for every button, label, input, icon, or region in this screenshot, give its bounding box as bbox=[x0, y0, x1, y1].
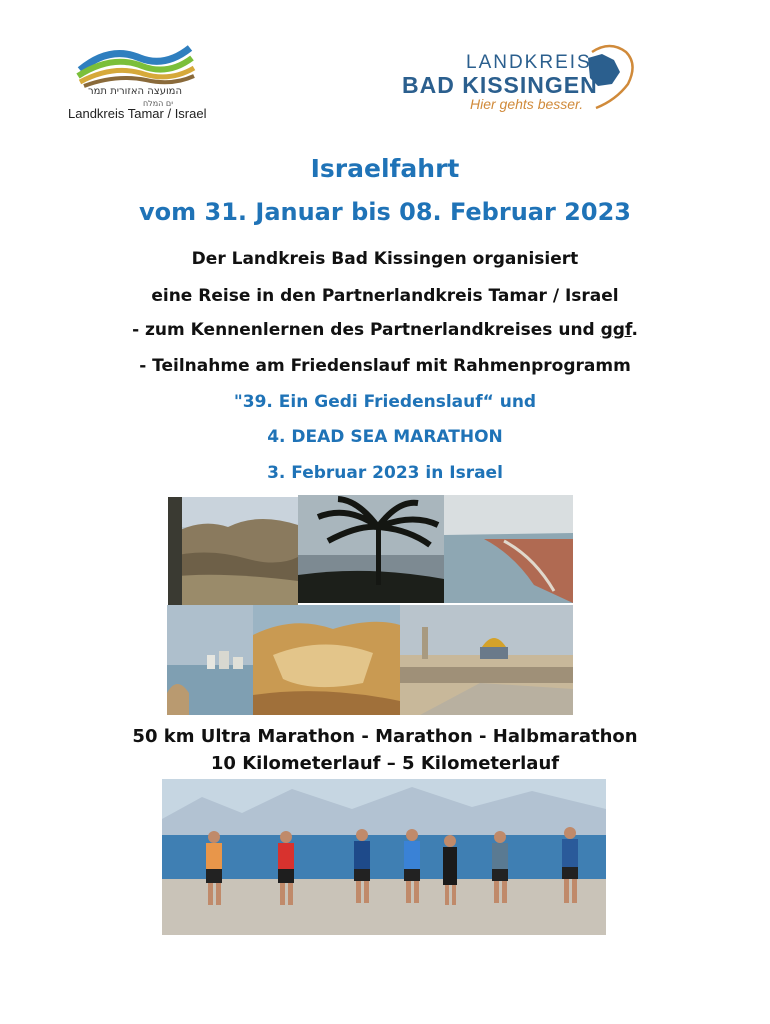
event-name-line: "39. Ein Gedi Friedenslauf“ und bbox=[233, 392, 537, 412]
photo-masada-plateau bbox=[253, 605, 400, 715]
photo-palm-sunset bbox=[298, 495, 444, 603]
photo-runners-beach bbox=[162, 779, 606, 935]
race-distances-line-1: 50 km Ultra Marathon - Marathon - Halbmarathon bbox=[132, 726, 638, 747]
photo-desert-hills bbox=[168, 497, 298, 605]
date-range-subtitle: vom 31. Januar bis 08. Februar 2023 bbox=[139, 198, 631, 226]
race-distances-line-2: 10 Kilometerlauf – 5 Kilometerlauf bbox=[210, 753, 560, 774]
page-title: Israelfahrt bbox=[310, 154, 460, 183]
marathon-name-line: 4. DEAD SEA MARATHON bbox=[267, 427, 503, 447]
tamar-logo-subtext: ים המלח bbox=[142, 99, 174, 108]
ggf-abbreviation: ggf bbox=[600, 320, 632, 340]
intro-line-3 bbox=[0, 320, 770, 340]
tamar-logo-text: המועצה האזורית תמר bbox=[88, 86, 182, 97]
tamar-caption: Landkreis Tamar / Israel bbox=[68, 106, 207, 121]
kissingen-logo-line2: BAD KISSINGEN bbox=[402, 72, 598, 98]
tamar-logo-graphic bbox=[70, 40, 200, 112]
intro-line-2: eine Reise in den Partnerlandkreis Tamar / Israel bbox=[151, 286, 619, 306]
bad-kissingen-logo bbox=[400, 38, 650, 113]
photo-dead-sea-shore bbox=[444, 495, 573, 603]
intro-line-1: Der Landkreis Bad Kissingen organisiert bbox=[191, 249, 579, 269]
event-date-line: 3. Februar 2023 in Israel bbox=[267, 463, 503, 483]
photo-coast-city bbox=[167, 605, 253, 715]
photo-jerusalem-old-city bbox=[400, 605, 573, 715]
intro-line-3-end: . bbox=[631, 320, 638, 340]
kissingen-logo-line1: LANDKREIS bbox=[466, 52, 592, 73]
intro-line-3-main: - zum Kennenlernen des Partnerlandkreises und bbox=[132, 320, 601, 340]
kissingen-slogan: Hier gehts besser. bbox=[470, 96, 584, 112]
tamar-logo bbox=[70, 40, 200, 112]
intro-line-4: - Teilnahme am Friedenslauf mit Rahmenprogramm bbox=[139, 356, 631, 376]
